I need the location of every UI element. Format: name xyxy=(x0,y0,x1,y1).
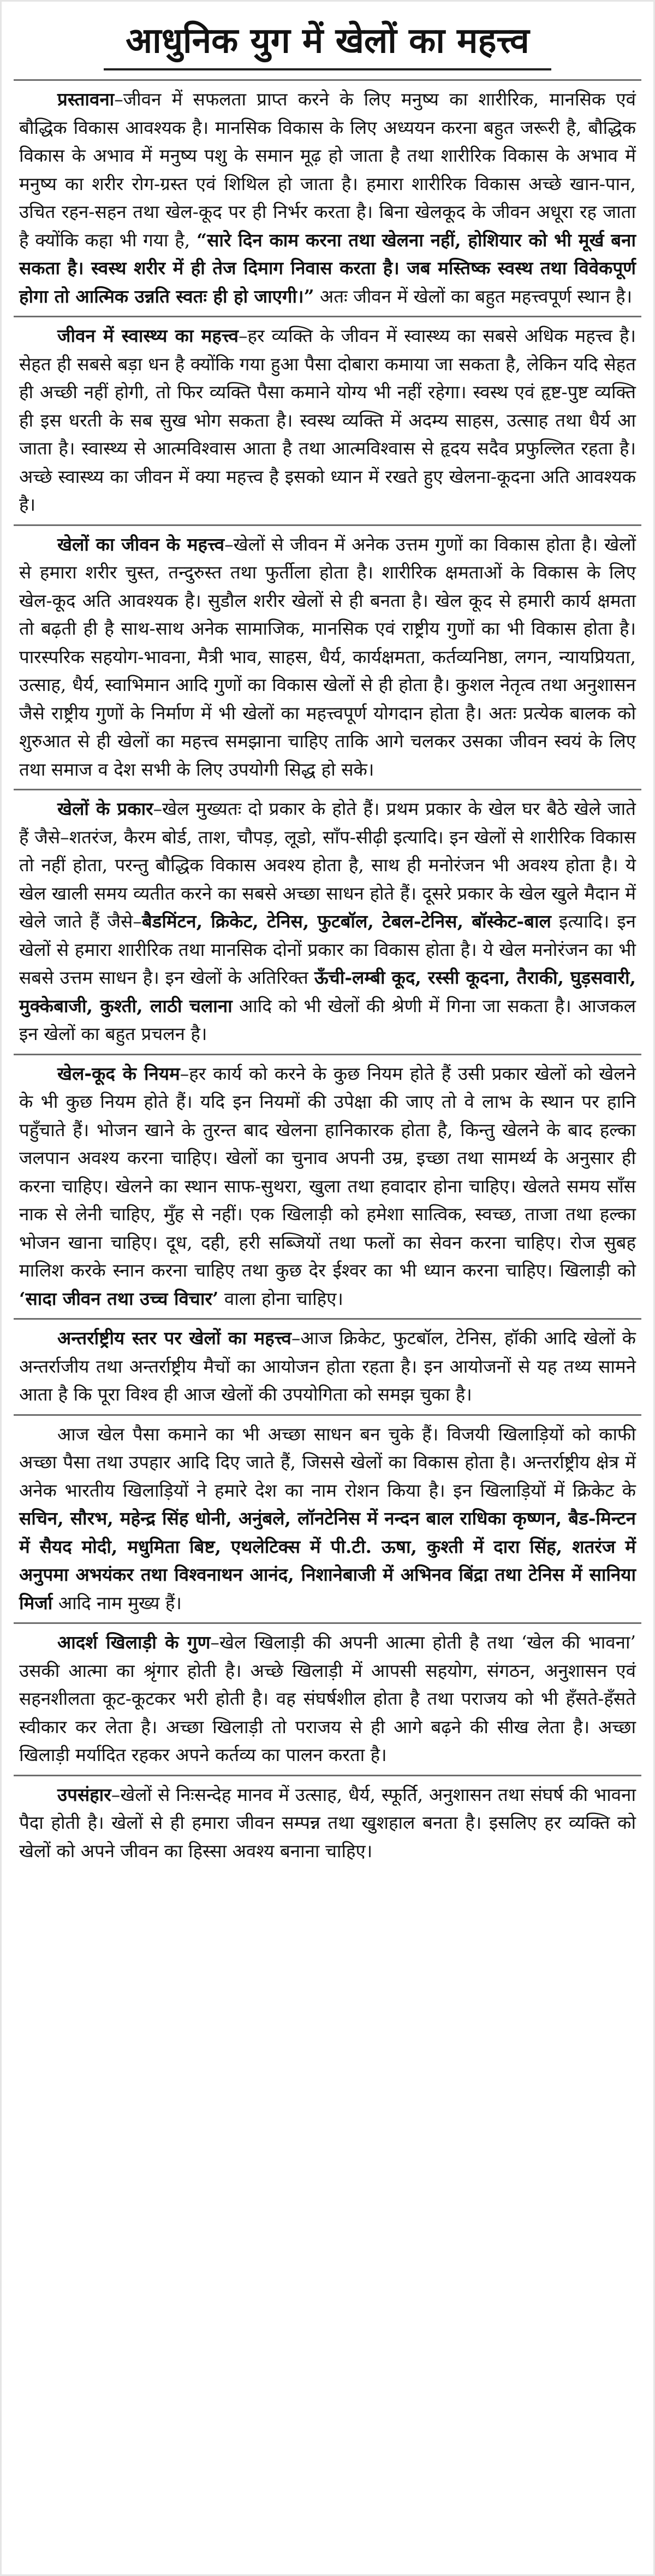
paragraph xyxy=(19,1781,636,1865)
text-run: –खेल मुख्यतः दो प्रकार के होते हैं। प्रथम प्रकार के खेल घर बैठे खेले जाते हैं जैसे–शतरंज, कैरम बोर्ड, ताश, चौपड़, लूडो, साँप-सीढ़ी इत्यादि। इन खेलों से शारीरिक विकास तो नहीं होता, परन्तु बौद्धिक विकास अवश्य होता है, साथ ही मनोरंजन भी अवश्य होता है। ये खेल खाली समय व्यतीत करने का सबसे अच्छा साधन होते हैं। दूसरे प्रकार के खेल खुले मैदान में खेले जाते हैं जैसे– xyxy=(19,798,636,932)
section-heading: अन्तर्राष्ट्रीय स्तर पर खेलों का महत्त्व xyxy=(57,1327,291,1349)
section-heading: खेल-कूद के नियम xyxy=(57,1062,180,1084)
paragraph xyxy=(19,530,636,784)
section-heading: आदर्श खिलाड़ी के गुण xyxy=(57,1632,211,1653)
bold-run: सचिन, सौरभ, महेन्द्र सिंह धोनी, अनुंबले, लॉनटेनिस में नन्दन बाल राधिका कृष्णन, बैड-मिन्टन में सैयद मोदी, मधुमिता बिष्ट, एथलेटिक्स में पी.टी. ऊषा, कुश्ती में दारा सिंह, शतरंज में अनुपमा अभयंकर तथा विश्वनाथन आनंद, निशानेबाजी में अभिनव बिंद्रा तथा टेनिस में सानिया मिर्जा xyxy=(19,1508,636,1614)
section-heading: खेलों का जीवन के महत्त्व xyxy=(57,533,225,555)
text-run: आदि को भी खेलों की श्रेणी में गिना जा सकता है। आजकल इन खेलों का बहुत प्रचलन है। xyxy=(19,995,636,1044)
section-sports-in-life xyxy=(14,524,641,789)
text-run: इत्यादि। इन खेलों से हमारा शारीरिक तथा मानसिक दोनों प्रकार का विकास होता है। ये खेल मनोरंजन का भी सबसे उत्तम साधन है। इन खेलों के अतिरिक्त xyxy=(19,911,636,988)
section-heading: उपसंहार xyxy=(57,1783,111,1805)
title-area xyxy=(14,16,641,70)
section-types-of-sports xyxy=(14,789,641,1054)
section-heading: जीवन में स्वास्थ्य का महत्त्व xyxy=(57,325,239,346)
text-run: –हर व्यक्ति के जीवन में स्वास्थ्य का सबसे अधिक महत्त्व है। सेहत ही सबसे बड़ा धन है क्योंकि गया हुआ पैसा दोबारा कमाया जा सकता है, लेकिन यदि सेहत ही अच्छी नहीं होगी, तो फिर व्यक्ति पैसा कमाने योग्य भी नहीं रहेगा। स्वस्थ एवं हृष्ट-पुष्ट व्यक्ति ही इस धरती के सब सुख भोग सकता है। स्वस्थ व्यक्ति में अदम्य साहस, उत्साह तथा धैर्य आ जाता है। स्वास्थ्य से आत्मविश्वास आता है तथा आत्मविश्वास से हृदय सदैव प्रफुल्लित रहता है। अच्छे स्वास्थ्य का जीवन में क्या महत्त्व है इसको ध्यान में रखते हुए खेलना-कूदना अति आवश्यक है। xyxy=(19,325,636,515)
paragraph xyxy=(19,795,636,1048)
section-rules xyxy=(14,1054,641,1319)
paragraph xyxy=(19,1060,636,1313)
section-earning xyxy=(14,1414,641,1623)
section-ideal-player xyxy=(14,1622,641,1775)
paragraph xyxy=(19,85,636,310)
section-conclusion xyxy=(14,1775,641,1871)
text-run: –हर कार्य को करने के कुछ नियम होते हैं उसी प्रकार खेलों को खेलने के भी कुछ नियम होते हैं। यदि इन नियमों की उपेक्षा की जाए तो वे लाभ के स्थान पर हानि पहुँचाते हैं। भोजन खाने के तुरन्त बाद खेलना हानिकारक होता है, किन्तु खेलने के बाद हल्का जलपान अवश्य करना चाहिए। खेलों का चुनाव अपनी उम्र, इच्छा तथा सामर्थ्य के अनुसार ही करना चाहिए। खेलने का स्थान साफ-सुथरा, खुला तथा हवादार होना चाहिए। खेलते समय साँस नाक से लेनी चाहिए, मुँह से नहीं। एक खिलाड़ी को हमेशा सात्विक, स्वच्छ, ताजा तथा हल्का भोजन खाना चाहिए। दूध, दही, हरी सब्जियों तथा फलों का सेवन करना चाहिए। रोज सुबह मालिश करके स्नान करना चाहिए तथा कुछ देर ईश्वर का भी ध्यान करना चाहिए। खिलाड़ी को xyxy=(19,1062,636,1281)
section-health-importance xyxy=(14,316,641,524)
bold-run: बैडमिंटन, क्रिकेट, टेनिस, फुटबॉल, टेबल-टेनिस, बॉस्केट-बाल xyxy=(141,911,551,932)
bold-run: ‘सादा जीवन तथा उच्च विचार’ xyxy=(19,1287,219,1309)
text-run: अतः जीवन में खेलों का बहुत महत्त्वपूर्ण स्थान है। xyxy=(314,285,633,307)
paragraph xyxy=(19,322,636,519)
paragraph xyxy=(19,1324,636,1409)
section-heading: खेलों के प्रकार xyxy=(57,798,153,819)
page-title: आधुनिक युग में खेलों का महत्त्व xyxy=(104,16,551,70)
text-run: वाला होना चाहिए। xyxy=(218,1287,343,1309)
paragraph xyxy=(19,1628,636,1769)
text-run: –आज क्रिकेट, फुटबॉल, टेनिस, हॉकी आदि खेलों के अन्तर्राजीय तथा अन्तर्राष्ट्रीय मैचों का आयोजन होता रहता है। इन आयोजनों से यह तथ्य सामने आता है कि पूरा विश्व ही आज खेलों की उपयोगिता को समझ चुका है। xyxy=(19,1327,636,1405)
text-run: –खेलों से निःसन्देह मानव में उत्साह, धैर्य, स्फूर्ति, अनुशासन तथा संघर्ष की भावना पैदा होती है। खेलों से ही हमारा जीवन सम्पन्न तथा खुशहाल बनता है। इसलिए हर व्यक्ति को खेलों को अपने जीवन का हिस्सा अवश्य बनाना चाहिए। xyxy=(19,1783,636,1862)
text-run: –जीवन में सफलता प्राप्त करने के लिए मनुष्य का शारीरिक, मानसिक एवं बौद्धिक विकास आवश्यक है। मानसिक विकास के लिए अध्ययन करना बहुत जरूरी है, बौद्धिक विकास के अभाव में मनुष्य पशु के समान मूढ़ हो जाता है तथा शारीरिक विकास के अभाव में मनुष्य का शरीर रोग-ग्रस्त एवं शिथिल हो जाता है। हमारा शारीरिक विकास अच्छे खान-पान, उचित रहन-सहन तथा खेल-कूद पर ही निर्भर करता है। बिना खेलकूद के जीवन अधूरा रह जाता है क्योंकि कहा भी गया है, xyxy=(19,88,636,251)
quote-run: “सारे दिन काम करना तथा खेलना नहीं, होशियार को भी मूर्ख बना सकता है। स्वस्थ शरीर में ही तेज दिमाग निवास करता है। जब मस्तिष्क स्वस्थ तथा विवेकपूर्ण होगा तो आत्मिक उन्नति स्वतः ही हो जाएगी।” xyxy=(19,229,636,307)
text-run: –खेल खिलाड़ी की अपनी आत्मा होती है तथा ‘खेल की भावना’ उसकी आत्मा का श्रृंगार होती है। अच्छे खिलाड़ी में आपसी सहयोग, संगठन, अनुशासन एवं सहनशीलता कूट-कूटकर भरी होती है। वह संघर्षशील होता है तथा पराजय को भी हँसते-हँसते स्वीकार कर लेता है। अच्छा खिलाड़ी तो पराजय से ही आगे बढ़ने की सीख लेता है। अच्छा खिलाड़ी मर्यादित रहकर अपने कर्तव्य का पालन करता है। xyxy=(19,1632,636,1765)
bold-run: ऊँची-लम्बी कूद, रस्सी कूदना, तैराकी, घुड़सवारी, मुक्केबाजी, कुश्ती, लाठी चलाना xyxy=(19,967,636,1017)
section-heading: प्रस्तावना xyxy=(57,88,115,110)
section-introduction xyxy=(14,79,641,316)
section-international xyxy=(14,1318,641,1414)
text-run: आज खेल पैसा कमाने का भी अच्छा साधन बन चुके हैं। विजयी खिलाड़ियों को काफी अच्छा पैसा तथा उपहार आदि दिए जाते हैं, जिससे खेलों का विकास होता है। अन्तर्राष्ट्रीय क्षेत्र में अनेक भारतीय खिलाड़ियों ने हमारे देश का नाम रोशन किया है। इन खिलाड़ियों में क्रिकेट के xyxy=(19,1423,636,1501)
text-run: आदि नाम मुख्य हैं। xyxy=(52,1592,182,1614)
text-run: –खेलों से जीवन में अनेक उत्तम गुणों का विकास होता है। खेलों से हमारा शरीर चुस्त, तन्दुरुस्त तथा फुर्तीला होता है। शारीरिक क्षमताओं के विकास के लिए खेल-कूद अति आवश्यक है। सुडौल शरीर खेलों से ही बनता है। खेल कूद से हमारी कार्य क्षमता तो बढ़ती ही है साथ-साथ अनेक सामाजिक, मानसिक एवं राष्ट्रीय गुणों का भी विकास होता है। पारस्परिक सहयोग-भावना, मैत्री भाव, साहस, धैर्य, कार्यक्षमता, कर्तव्यनिष्ठा, लगन, न्यायप्रियता, उत्साह, धैर्य, स्वाभिमान आदि गुणों का विकास खेलों से ही होता है। कुशल नेतृत्व तथा अनुशासन जैसे राष्ट्रीय गुणों के निर्माण में भी खेलों का महत्त्वपूर्ण योगदान होता है। अतः प्रत्येक बालक को शुरुआत से ही खेलों का महत्त्व समझाना चाहिए ताकि आगे चलकर उसका जीवन स्वयं के लिए तथा समाज व देश सभी के लिए उपयोगी सिद्ध हो सके। xyxy=(19,533,636,780)
paragraph xyxy=(19,1420,636,1617)
